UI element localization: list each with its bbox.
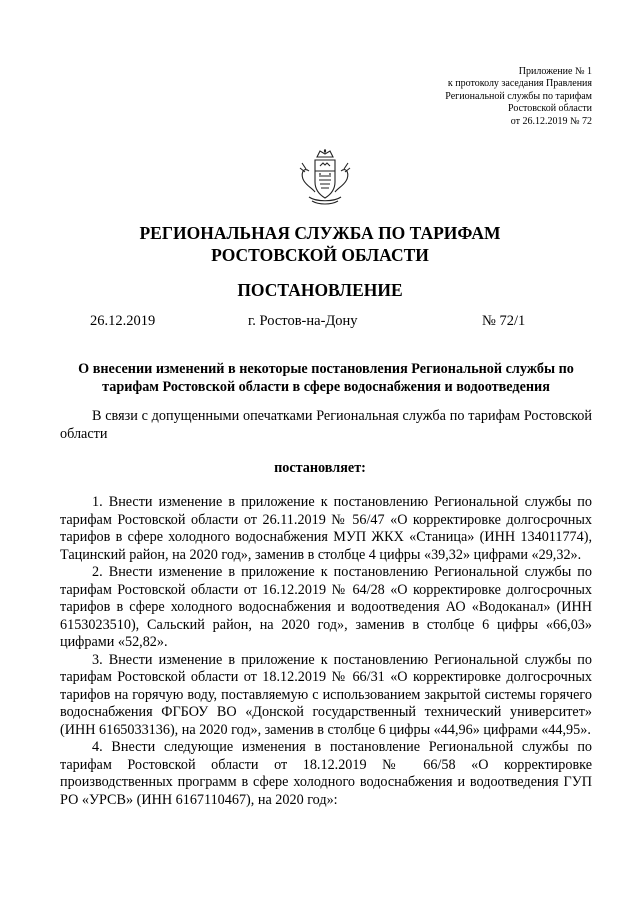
document-number: № 72/1 bbox=[482, 313, 526, 329]
organization-name-line1: РЕГИОНАЛЬНАЯ СЛУЖБА ПО ТАРИФАМ bbox=[139, 223, 501, 243]
document-subject-line2: тарифам Ростовской области в сфере водоснабжения и водоотведения bbox=[102, 379, 550, 395]
appendix-line: Региональной службы по тарифам bbox=[445, 90, 592, 102]
appendix-line: Ростовской области bbox=[508, 103, 592, 115]
appendix-reference bbox=[445, 66, 592, 128]
organization-name bbox=[0, 222, 640, 266]
resolution-item: 3. Внести изменение в приложение к постановлению Региональной службы по тарифам Ростовской области от 18.12.2019 № 66/31 «О корректировке долгосрочных тарифов на горячую воду, поставляемую с использованием закрытой системы горячего водоснабжения ФГБОУ ВО «Донской государственный технический университет» (ИНН 6165033136), на 2020 год», заменив в столбце 6 цифры «44,96» цифрами «44,95». bbox=[60, 651, 592, 738]
document-place: г. Ростов-на-Дону bbox=[248, 313, 358, 329]
document-subject-line1: О внесении изменений в некоторые постановления Региональной службы по bbox=[78, 361, 574, 377]
appendix-line: Приложение № 1 bbox=[518, 66, 592, 77]
resolution-item: 2. Внести изменение в приложение к постановлению Региональной службы по тарифам Ростовской области от 16.12.2019 № 64/28 «О корректировке долгосрочных тарифов в сфере холодного водоснабжения и водоотведения АО «Водоканал» (ИНН 6153023510), Сальский район, на 2020 год», заменив в столбце 6 цифры «66,03» цифрами «52,82». bbox=[60, 564, 592, 650]
resolution-items bbox=[60, 494, 592, 809]
document-type: ПОСТАНОВЛЕНИЕ bbox=[237, 280, 403, 300]
appendix-line: от 26.12.2019 № 72 bbox=[510, 115, 592, 127]
preamble-paragraph: В связи с допущенными опечатками Региональная служба по тарифам Ростовской области bbox=[60, 408, 592, 442]
coat-of-arms-icon bbox=[296, 148, 354, 206]
appendix-line: к протоколу заседания Правления bbox=[447, 78, 592, 90]
resolves-heading: постановляет: bbox=[274, 460, 366, 476]
document-date: 26.12.2019 bbox=[90, 313, 156, 329]
resolution-item: 1. Внести изменение в приложение к постановлению Региональной службы по тарифам Ростовской области от 26.11.2019 № 56/47 «О корректировке долгосрочных тарифов в сфере холодного водоснабжения МУП ЖКХ «Станица» (ИНН 134011774), Тацинский район, на 2020 год», заменив в столбце 4 цифры «39,32» цифрами «29,32». bbox=[60, 494, 592, 563]
organization-name-line2: РОСТОВСКОЙ ОБЛАСТИ bbox=[211, 245, 429, 265]
document-subject bbox=[60, 360, 592, 396]
resolution-item: 4. Внести следующие изменения в постановление Региональной службы по тарифам Ростовской области от 18.12.2019 № 66/58 «О корректировке производственных программ в сфере холодного водоснабжения и водоотведения ГУП РО «УРСВ» (ИНН 6167110467), на 2020 год»: bbox=[60, 739, 592, 808]
